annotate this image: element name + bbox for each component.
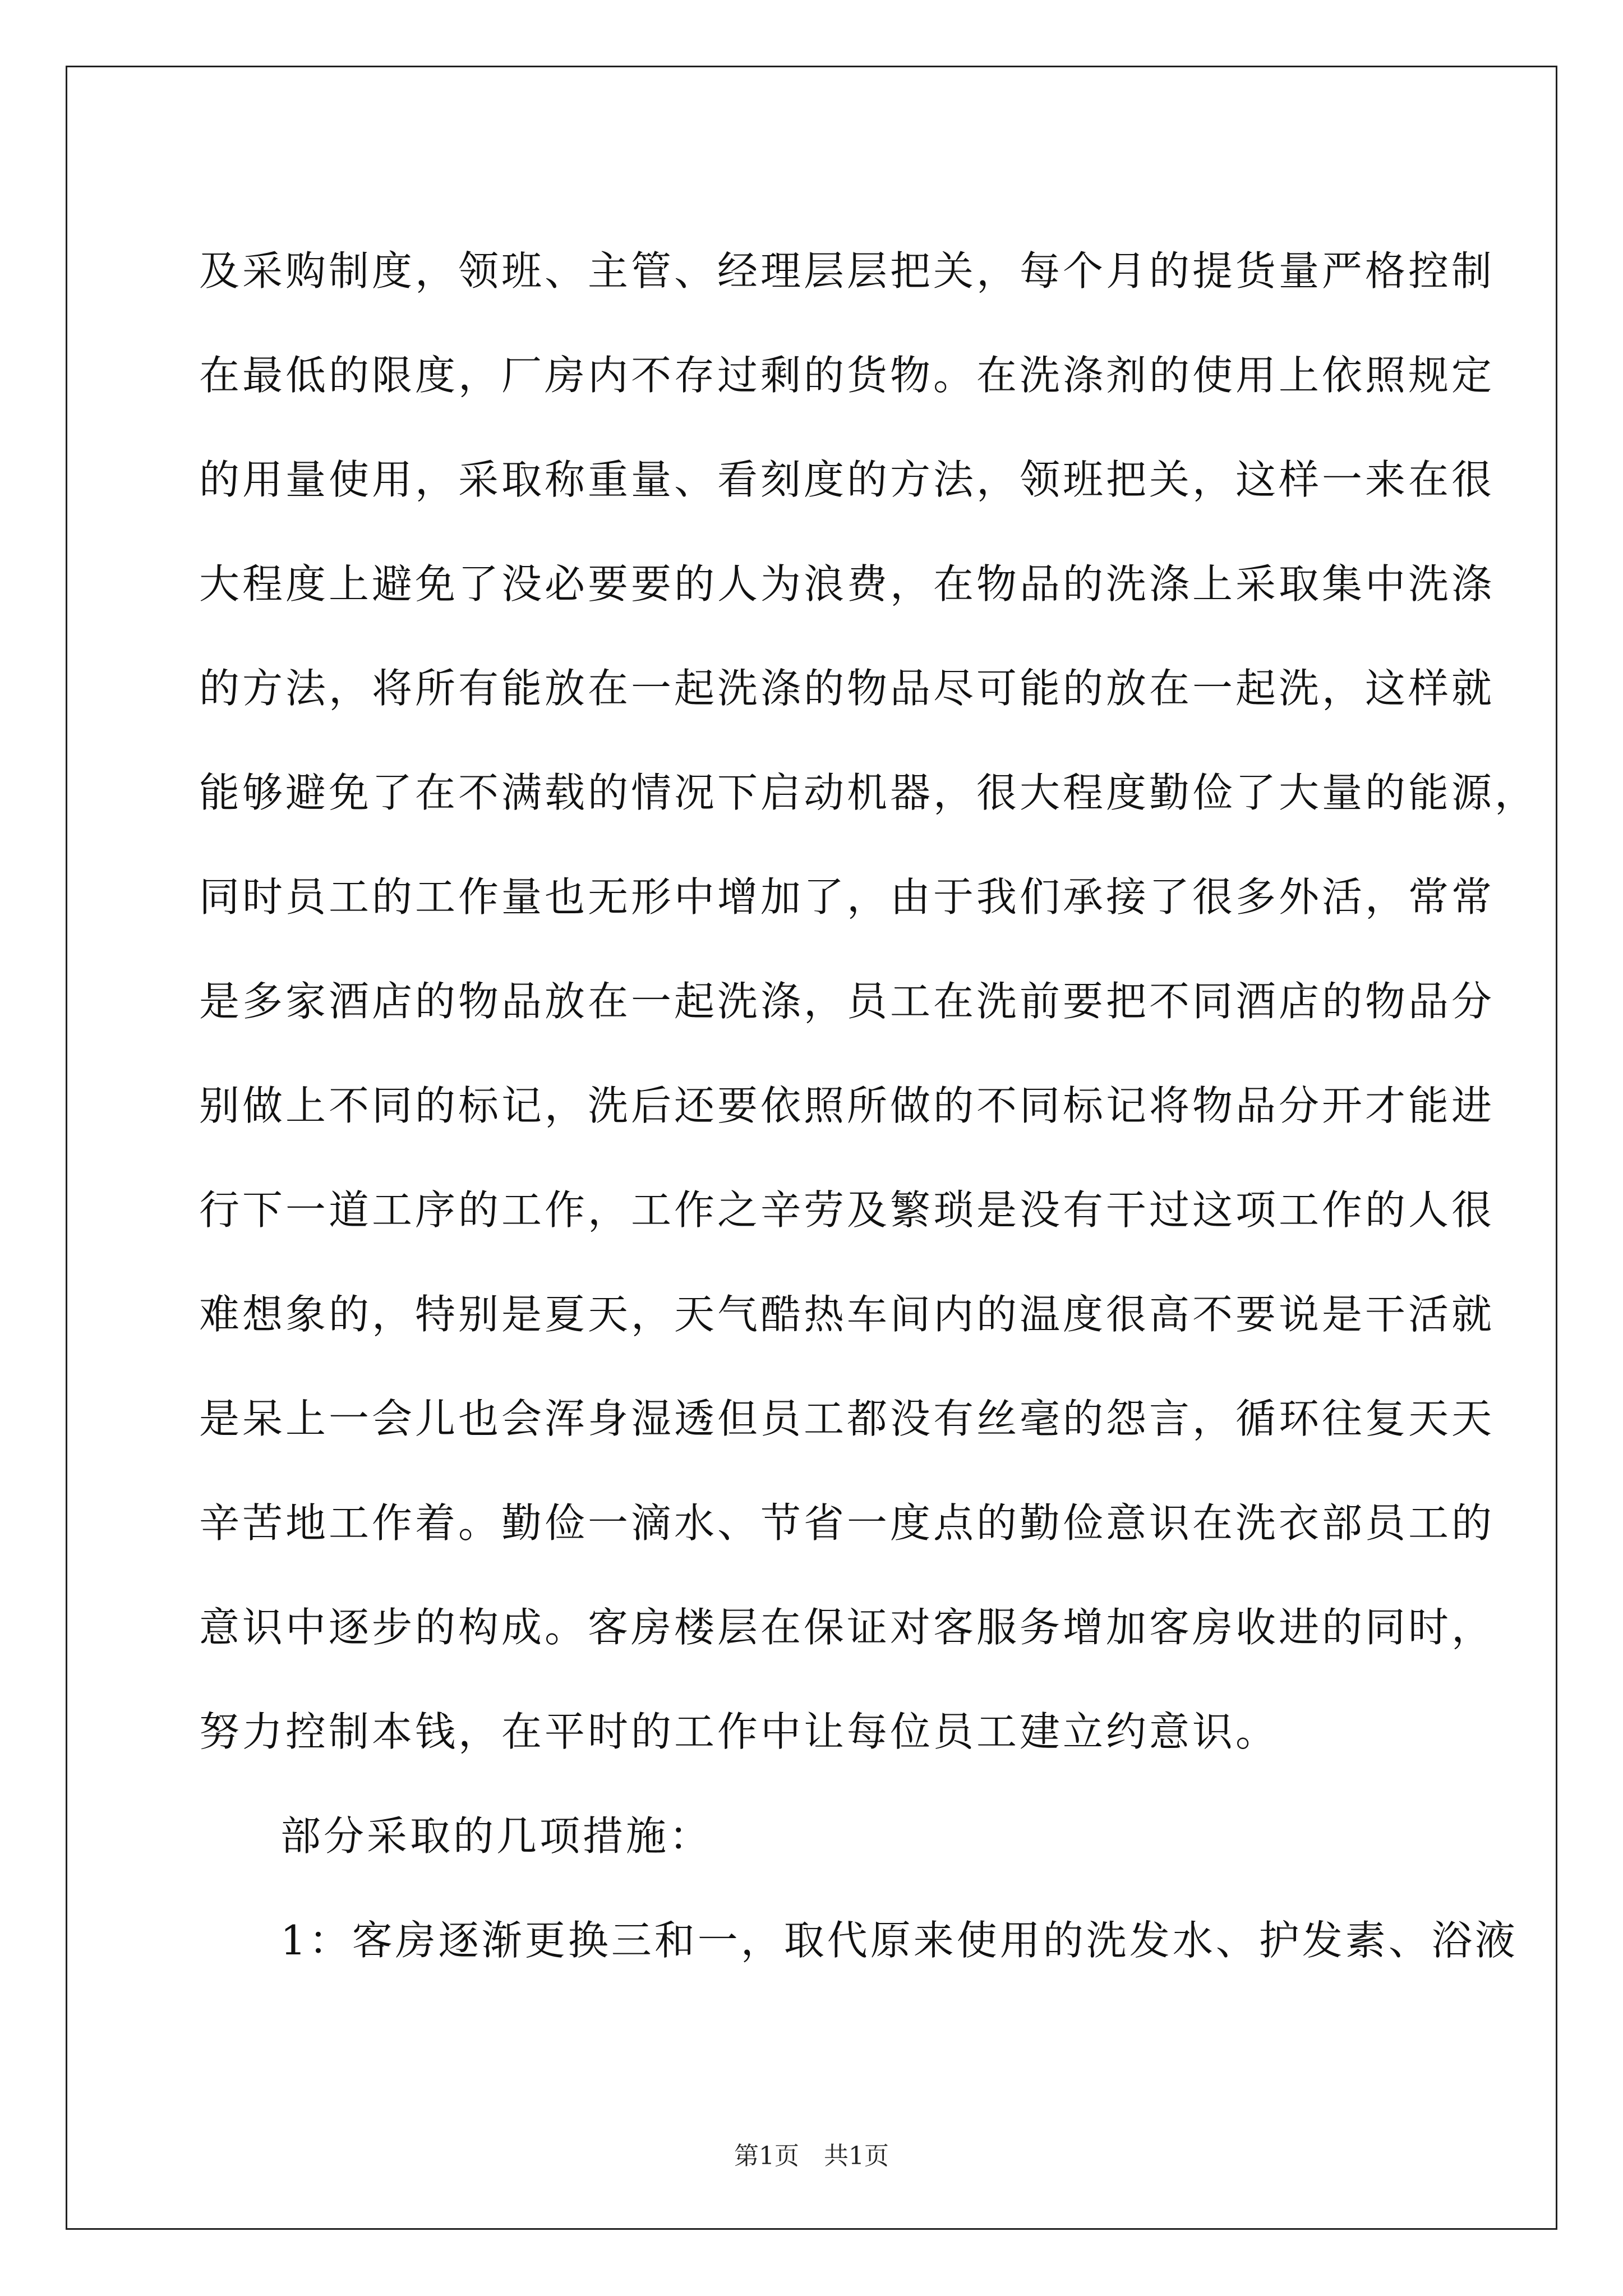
text-line: 同时员工的工作量也无形中增加了，由于我们承接了很多外活，常常 <box>199 873 1495 921</box>
text-line: 能够避免了在不满载的情况下启动机器，很大程度勤俭了大量的能源， <box>199 769 1538 816</box>
text-line: 的用量使用，采取称重量、看刻度的方法，领班把关，这样一来在很 <box>199 456 1495 503</box>
text-line: 意识中逐步的构成。客房楼层在保证对客服务增加客房收进的同时， <box>199 1604 1495 1651</box>
page-footer <box>0 2139 1623 2173</box>
text-line: 辛苦地工作着。勤俭一滴水、节省一度点的勤俭意识在洗衣部员工的 <box>199 1499 1495 1547</box>
document-body <box>199 219 1538 1993</box>
section-heading: 部分采取的几项措施： <box>280 1812 713 1860</box>
text-line: 别做上不同的标记，洗后还要依照所做的不同标记将物品分开才能进 <box>199 1082 1495 1129</box>
text-line: 的方法，将所有能放在一起洗涤的物品尽可能的放在一起洗，这样就 <box>199 665 1495 712</box>
text-line: 在最低的限度，厂房内不存过剩的货物。在洗涤剂的使用上依照规定 <box>199 352 1495 399</box>
text-line: 努力控制本钱，在平时的工作中让每位员工建立约意识。 <box>199 1708 1279 1755</box>
text-line: 是多家酒店的物品放在一起洗涤，员工在洗前要把不同酒店的物品分 <box>199 978 1495 1025</box>
page-number: 第1页 共1页 <box>734 2142 889 2170</box>
text-line: 及采购制度，领班、主管、经理层层把关，每个月的提货量严格控制 <box>199 247 1495 295</box>
text-line: 大程度上避免了没必要要的人为浪费，在物品的洗涤上采取集中洗涤 <box>199 560 1495 608</box>
text-line: 难想象的，特别是夏天，天气酷热车间内的温度很高不要说是干活就 <box>199 1291 1495 1338</box>
text-line: 行下一道工序的工作，工作之辛劳及繁琐是没有干过这项工作的人很 <box>199 1186 1495 1234</box>
text-line: 是呆上一会儿也会浑身湿透但员工都没有丝毫的怨言，循环往复天天 <box>199 1395 1495 1442</box>
list-item: 1：客房逐渐更换三和一，取代原来使用的洗发水、护发素、浴液 <box>280 1917 1518 1964</box>
